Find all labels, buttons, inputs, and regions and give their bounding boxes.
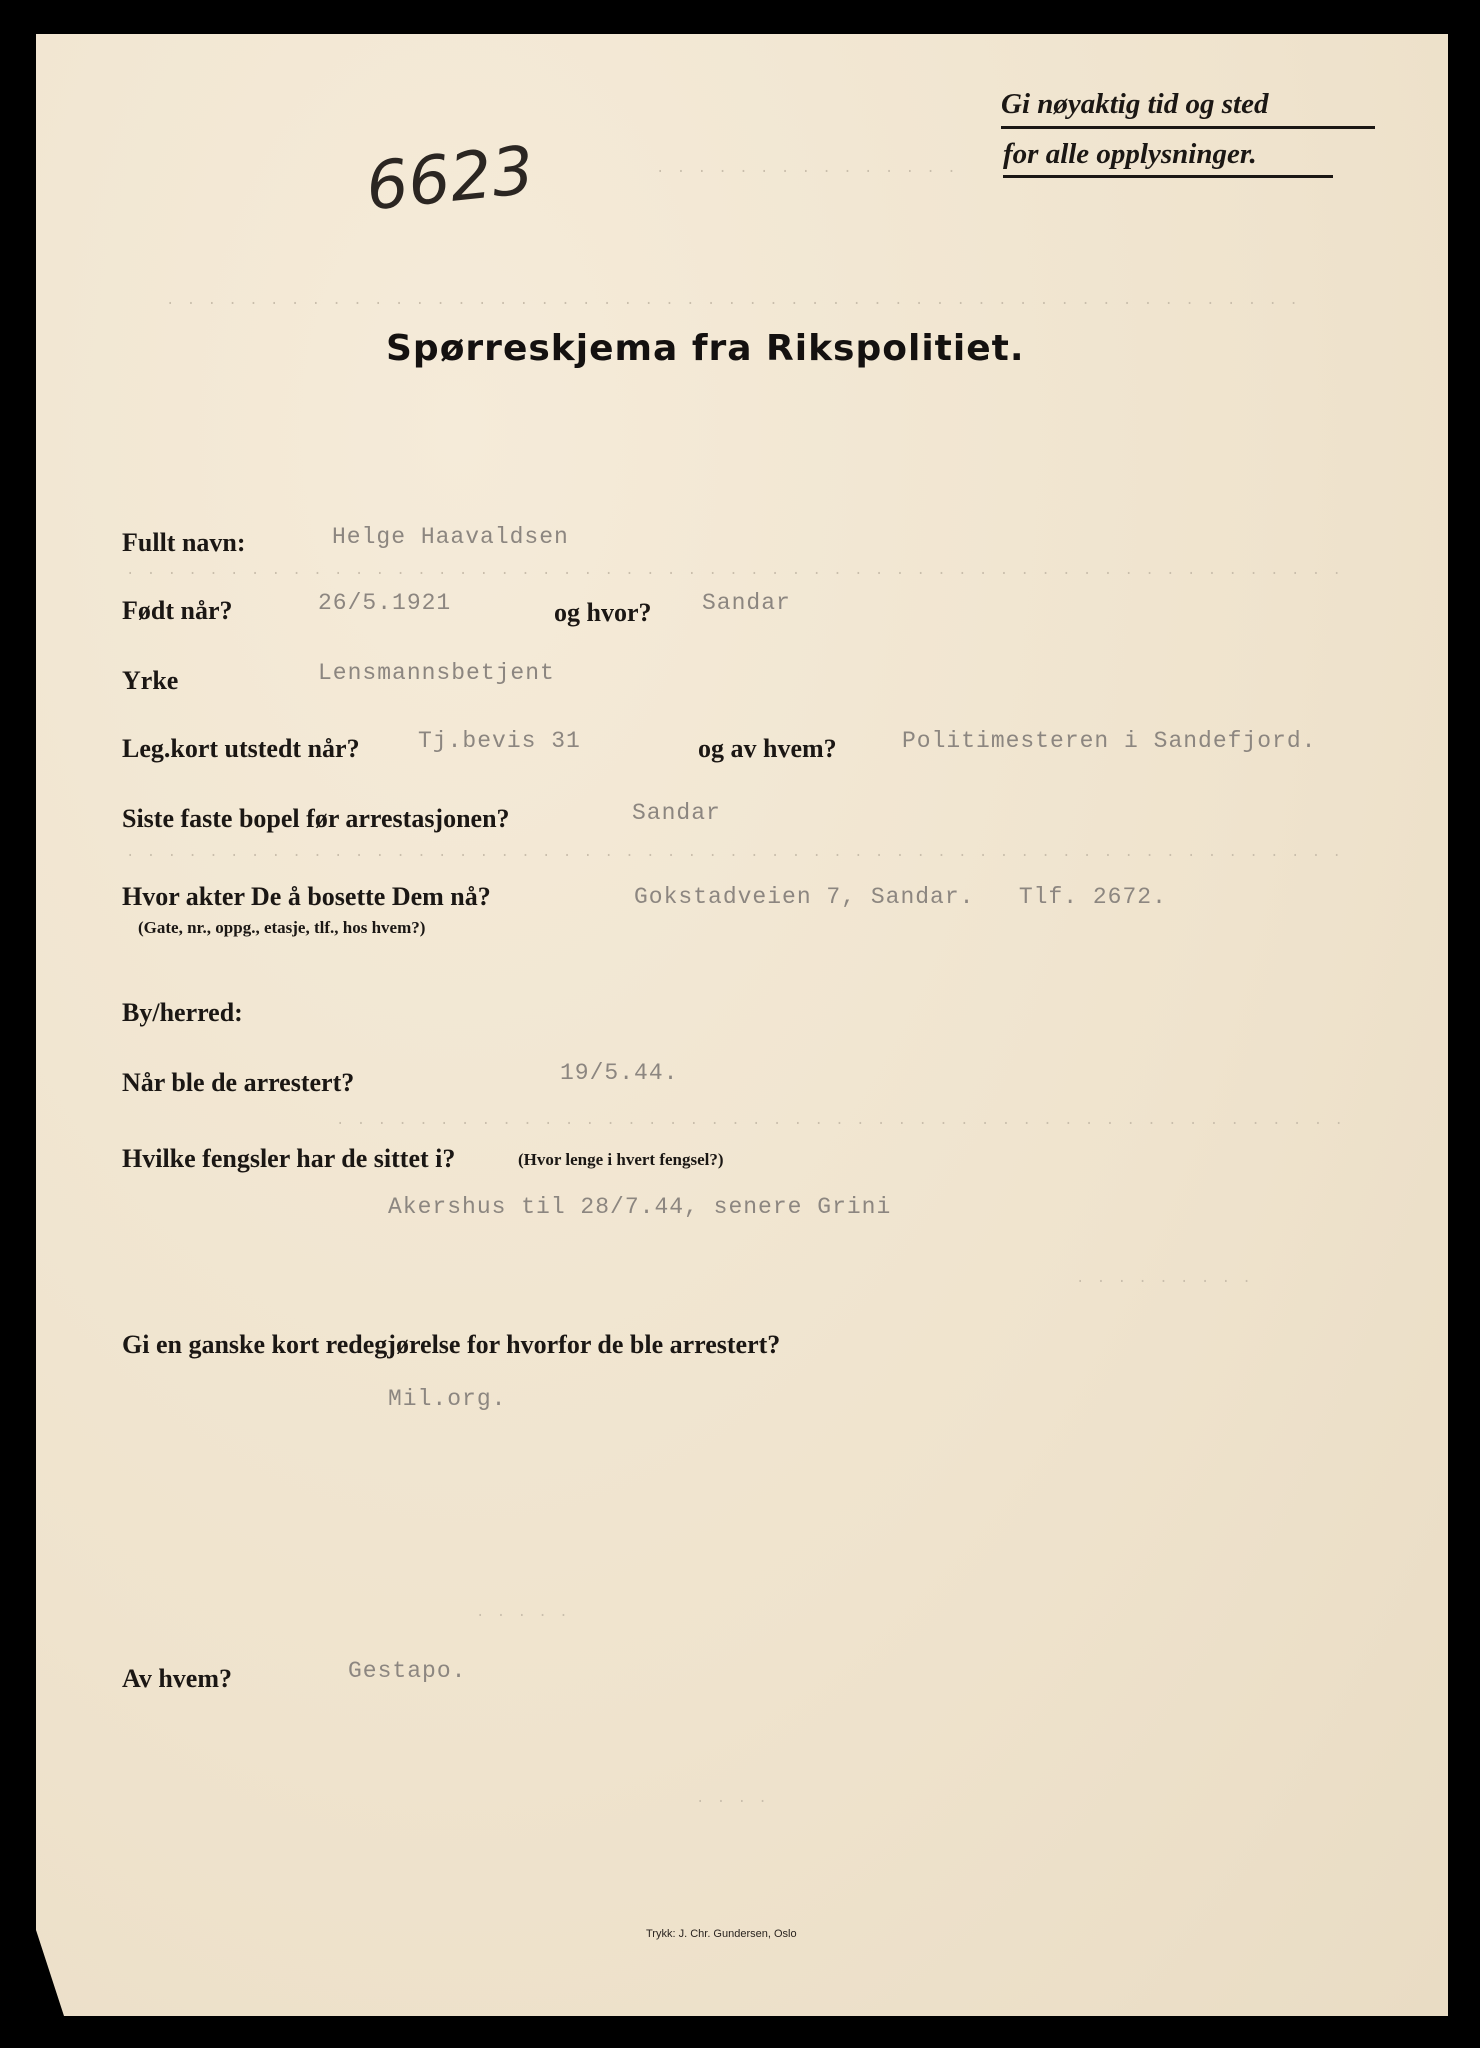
born-where-label: og hvor? [554,598,652,627]
occupation-label: Yrke [122,666,179,695]
future-residence-label: Hvor akter De å bosette Dem nå? [122,882,491,911]
future-residence-sublabel: (Gate, nr., oppg., etasje, tlf., hos hvem?) [138,918,426,937]
bleed-through-text: · · · · · [476,1608,570,1624]
id-issued-by-value: Politimesteren i Sandefjord. [902,728,1317,754]
bleed-through-text: · · · · · · · · · · · · · · · · · · · · · · · · · · · · · · · · · · · · · · · · · · · · · · · · · · · · · · · · · · · [126,566,1343,582]
full-name-label: Fullt navn: [122,528,246,557]
bleed-through-text: · · · · · · · · · · · · · · · · · · · · · · · · · · · · · · · · · · · · · · · · · · · · · · · · · · · · · · · [166,296,1300,312]
reason-value: Mil.org. [388,1386,507,1412]
instruction-underline-2 [1003,175,1333,178]
last-residence-label: Siste faste bopel før arrestasjonen? [122,804,510,833]
id-issued-when-value: Tj.bevis 31 [418,728,581,754]
handwritten-number: 6623 [362,131,538,226]
printer-imprint: Trykk: J. Chr. Gundersen, Oslo [646,1928,797,1940]
instruction-underline-1 [1001,126,1375,129]
id-issued-by-label: og av hvem? [698,734,837,763]
bleed-through-text: · · · · · · · · · · · · · · · · · · · · · · · · · · · · · · · · · · · · · · · · · · · · · · · · · · · · · · · · · · · [126,848,1343,864]
prisons-value: Akershus til 28/7.44, senere Grini [388,1194,892,1220]
last-residence-value: Sandar [632,800,721,826]
arrested-when-value: 19/5.44. [560,1060,679,1086]
born-where-value: Sandar [702,590,791,616]
arrested-when-label: Når ble de arrestert? [122,1068,355,1097]
arrested-by-value: Gestapo. [348,1658,467,1684]
prisons-sublabel: (Hvor lenge i hvert fengsel?) [518,1150,724,1169]
bleed-through-text: · · · · [696,1794,769,1810]
born-when-label: Født når? [122,596,233,625]
form-title: Spørreskjema fra Rikspolitiet. [386,328,1025,369]
instruction-line-1: Gi nøyaktig tid og sted [1001,88,1269,120]
bleed-through-text: · · · · · · · · · · · · · · · [656,164,958,180]
folded-corner [36,1930,64,2016]
id-issued-when-label: Leg.kort utstedt når? [122,734,360,763]
document-page [36,34,1448,2016]
bleed-through-text: · · · · · · · · · · · · · · · · · · · · · · · · · · · · · · · · · · · · · · · · · · · · · · · · · [336,1116,1345,1132]
full-name-value: Helge Haavaldsen [332,524,569,550]
future-residence-value: Gokstadveien 7, Sandar. Tlf. 2672. [634,884,1167,910]
born-when-value: 26/5.1921 [318,590,452,616]
arrested-by-label: Av hvem? [122,1664,233,1693]
reason-label: Gi en ganske kort redegjørelse for hvorfor de ble arrestert? [122,1330,781,1359]
bleed-through-text: · · · · · · · · · [1076,1274,1253,1290]
occupation-value: Lensmannsbetjent [318,660,555,686]
instruction-line-2: for alle opplysninger. [1003,138,1257,170]
prisons-label: Hvilke fengsler har de sittet i? [122,1144,456,1173]
city-label: By/herred: [122,998,243,1027]
